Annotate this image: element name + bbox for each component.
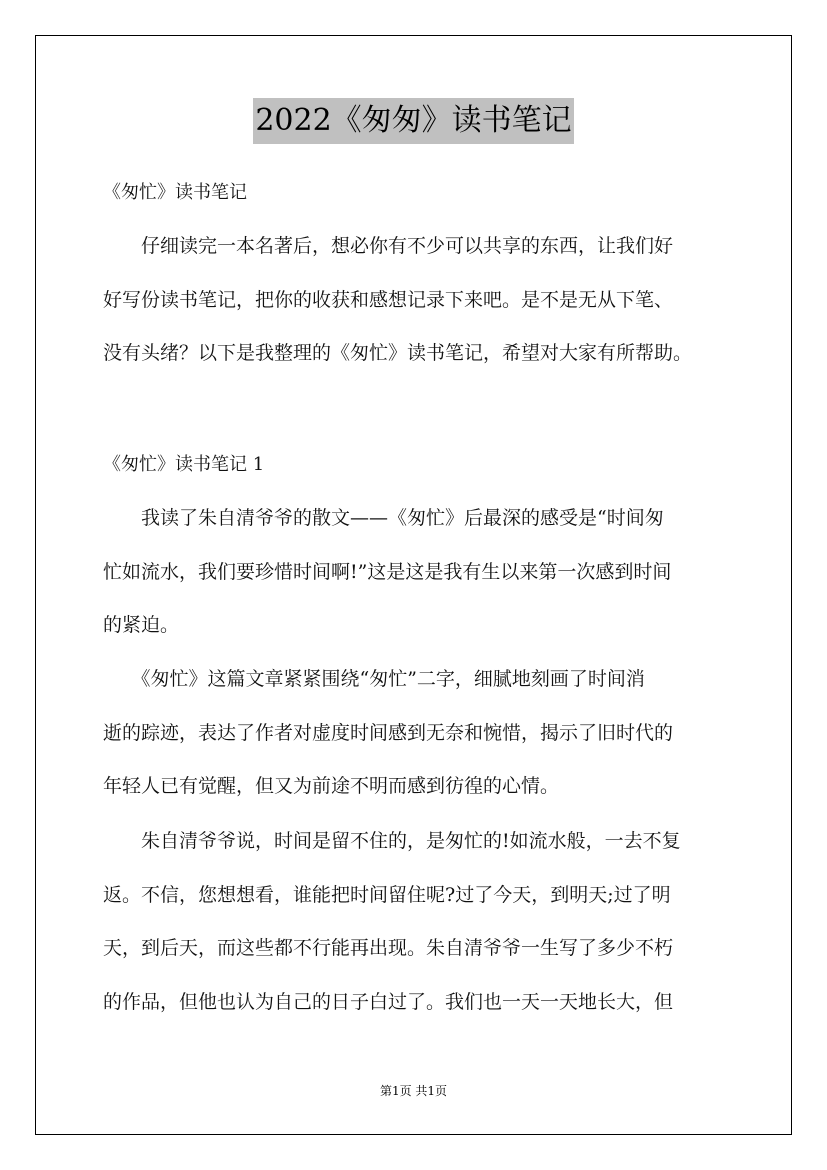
- paragraph-line: 《匆忙》这篇文章紧紧围绕“匆忙”二字，细腻地刻画了时间消: [103, 668, 645, 690]
- title-container: [0, 98, 827, 144]
- paragraph-line: 忙如流水，我们要珍惜时间啊!”这是这是我有生以来第一次感到时间: [103, 560, 672, 583]
- paragraph-3: [103, 815, 733, 1029]
- paragraph-line: 年轻人已有觉醒，但又为前途不明而感到彷徨的心情。: [103, 775, 560, 797]
- intro-line: 仔细读完一本名著后，想必你有不少可以共享的东西，让我们好: [103, 235, 674, 257]
- page-footer: 第1页 共1页: [379, 1084, 448, 1098]
- paragraph-2: [103, 653, 733, 814]
- paragraph-line: 天，到后天，而这些都不行能再出现。朱自清爷爷一生写了多少不朽: [103, 937, 674, 959]
- subheading: 《匆忙》读书笔记 1: [103, 454, 265, 475]
- paragraph-line: 逝的踪迹，表达了作者对虚度时间感到无奈和惋惜，揭示了旧时代的: [103, 721, 674, 744]
- document-title: 2022《匆匆》读书笔记: [253, 98, 573, 144]
- intro-paragraph: [103, 220, 733, 381]
- paragraph-line: 我读了朱自清爷爷的散文——《匆忙》后最深的感受是“时间匆: [103, 507, 664, 529]
- paragraph-line: 返。不信，您想想看，谁能把时间留住呢?过了今天，到明天;过了明: [103, 883, 671, 906]
- section-heading: 《匆忙》读书笔记: [103, 182, 247, 203]
- paragraph-line: 朱自清爷爷说，时间是留不住的，是匆忙的!如流水般，一去不复: [103, 830, 681, 852]
- paragraph-line: 的紧迫。: [103, 614, 180, 636]
- paragraph-line: 的作品，但他也认为自己的日子白过了。我们也一天一天地长大，但: [103, 990, 674, 1013]
- paragraph-1: [103, 492, 733, 653]
- intro-line: 没有头绪？以下是我整理的《匆忙》读书笔记，希望对大家有所帮助。: [103, 342, 693, 364]
- intro-line: 好写份读书笔记，把你的收获和感想记录下来吧。是不是无从下笔、: [103, 288, 674, 311]
